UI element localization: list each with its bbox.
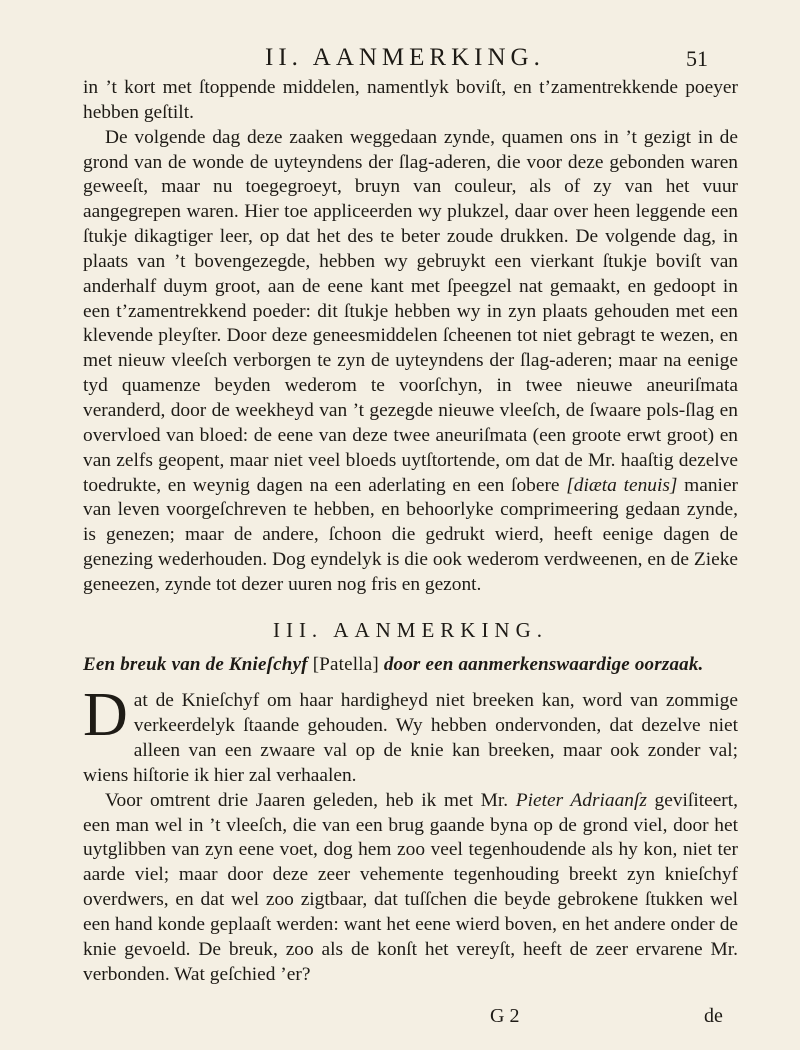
subtitle-part-2: door een aanmerkenswaardige oorzaak. (383, 653, 704, 675)
signature-mark: G 2 (490, 1005, 520, 1027)
paragraph-treatment (83, 126, 738, 598)
running-head: II. AANMERKING. (265, 44, 545, 71)
catchword: de (704, 1005, 723, 1027)
paragraph-knieschyf-text: at de Knieſchyf om haar hardigheyd niet breeken kan, word van zommige verkeerdelyk ſtaande gehouden. Wy hebben ondervonden, dat dezelve niet alleen van een zwaare val op de knie kan breeken, maar ook zonder val; wiens hiſtorie ik hier zal verhaalen. (83, 690, 738, 786)
subtitle-bracket: [Patella] (312, 653, 379, 675)
paragraph-case-a: Voor omtrent drie Jaaren geleden, heb ik met Mr. (105, 789, 509, 811)
section-subtitle (83, 653, 738, 678)
section-heading: III. AANMERKING. (272, 617, 549, 642)
paragraph-treatment-end: manier van leven voorgeſchreven te hebben, en behoorlyke comprimeering gedaan zynde, is genezen; maar de andere, ſchoon die gedrukt wierd, heeft eenige dagen de genezing wederhouden. Dog eyndelyk is die ook wederom verdweenen, en de Zieke geneezen, zynde tot dezer uuren nog fris en gezont. (83, 474, 739, 595)
subtitle-part-1: Een breuk van de Knieſchyf (83, 653, 308, 675)
diaeta-tenuis-label: [diæta tenuis] (566, 474, 678, 496)
paragraph-knieschyf (83, 681, 738, 788)
body-text (83, 76, 738, 988)
drop-cap: D (83, 681, 128, 750)
person-name: Pieter Adriaanſz (515, 789, 647, 811)
paragraph-case (83, 789, 738, 988)
page-number: 51 (686, 46, 708, 71)
paragraph-continuation: in ’t kort met ſtoppende middelen, namentlyk boviſt, en t’zamentrekkende poeyer hebben geſtilt. (83, 77, 738, 123)
paragraph-case-b: geviſiteert, een man wel in ’t vleeſch, die van een brug gaande byna op de grond viel, door het uytglibben van zyn eene voet, dog hem zoo veel tegenhoudende als hy kon, niet ter aarde viel; maar door deze zeer vehemente tegenhouding breekt zyn knieſchyf overdwers, en dat wel zoo zigtbaar, dat tuſſchen die beyde gebrokene ſtukken wel een hand konde geplaaſt werden: want het eene wierd boven, en het andere onder de knie gevoeld. De breuk, zoo als de konſt het vereyſt, heeft de zeer ervarene Mr. verbonden. Wat geſchied ’er? (83, 789, 738, 985)
paragraph-treatment-text: De volgende dag deze zaaken weggedaan zynde, quamen ons in ’t gezigt in de grond van de wonde de uyteyndens der ſlag-aderen, die voor deze gebonden waren geweeſt, maar nu toegegroeyt, bruyn van couleur, als of zy van het vuur aangegrepen waren. Hier toe appliceerden wy plukzel, daar over heen leggende een ſtukje dikagtiger leer, op dat het des te beter zoude drukken. De volgende dag, in plaats van ’t bovengezegde, hebben wy gebruykt een vierkant ſtukje boviſt van anderhalf duym groot, aan de eene kant met ſpeegzel nat gemaakt, en gedoopt in een t’zamentrekkend poeder: dit ſtukje hebben wy in zyn plaats gehouden met een klevende pleyſter. Door deze geneesmiddelen ſcheenen tot niet gebragt te wezen, en met nieuw vleeſch verborgen te zyn de uyteyndens der ſlag-aderen; maar na eenige tyd quamenze beyden wederom te voorſchyn, in twee nieuwe aneuriſmata veranderd, door de weekheyd van ’t gezegde nieuwe vleeſch, de ſwaare pols-ſlag en overvloed van bloed: de eene van deze twee aneuriſmata (een groote erwt groot) en van zelfs geopent, maar niet veel bloeds uytſtortende, om dat de Mr. haaſtig dezelve toedrukte, en weynig dagen na een aderlating en een ſobere (83, 126, 738, 496)
